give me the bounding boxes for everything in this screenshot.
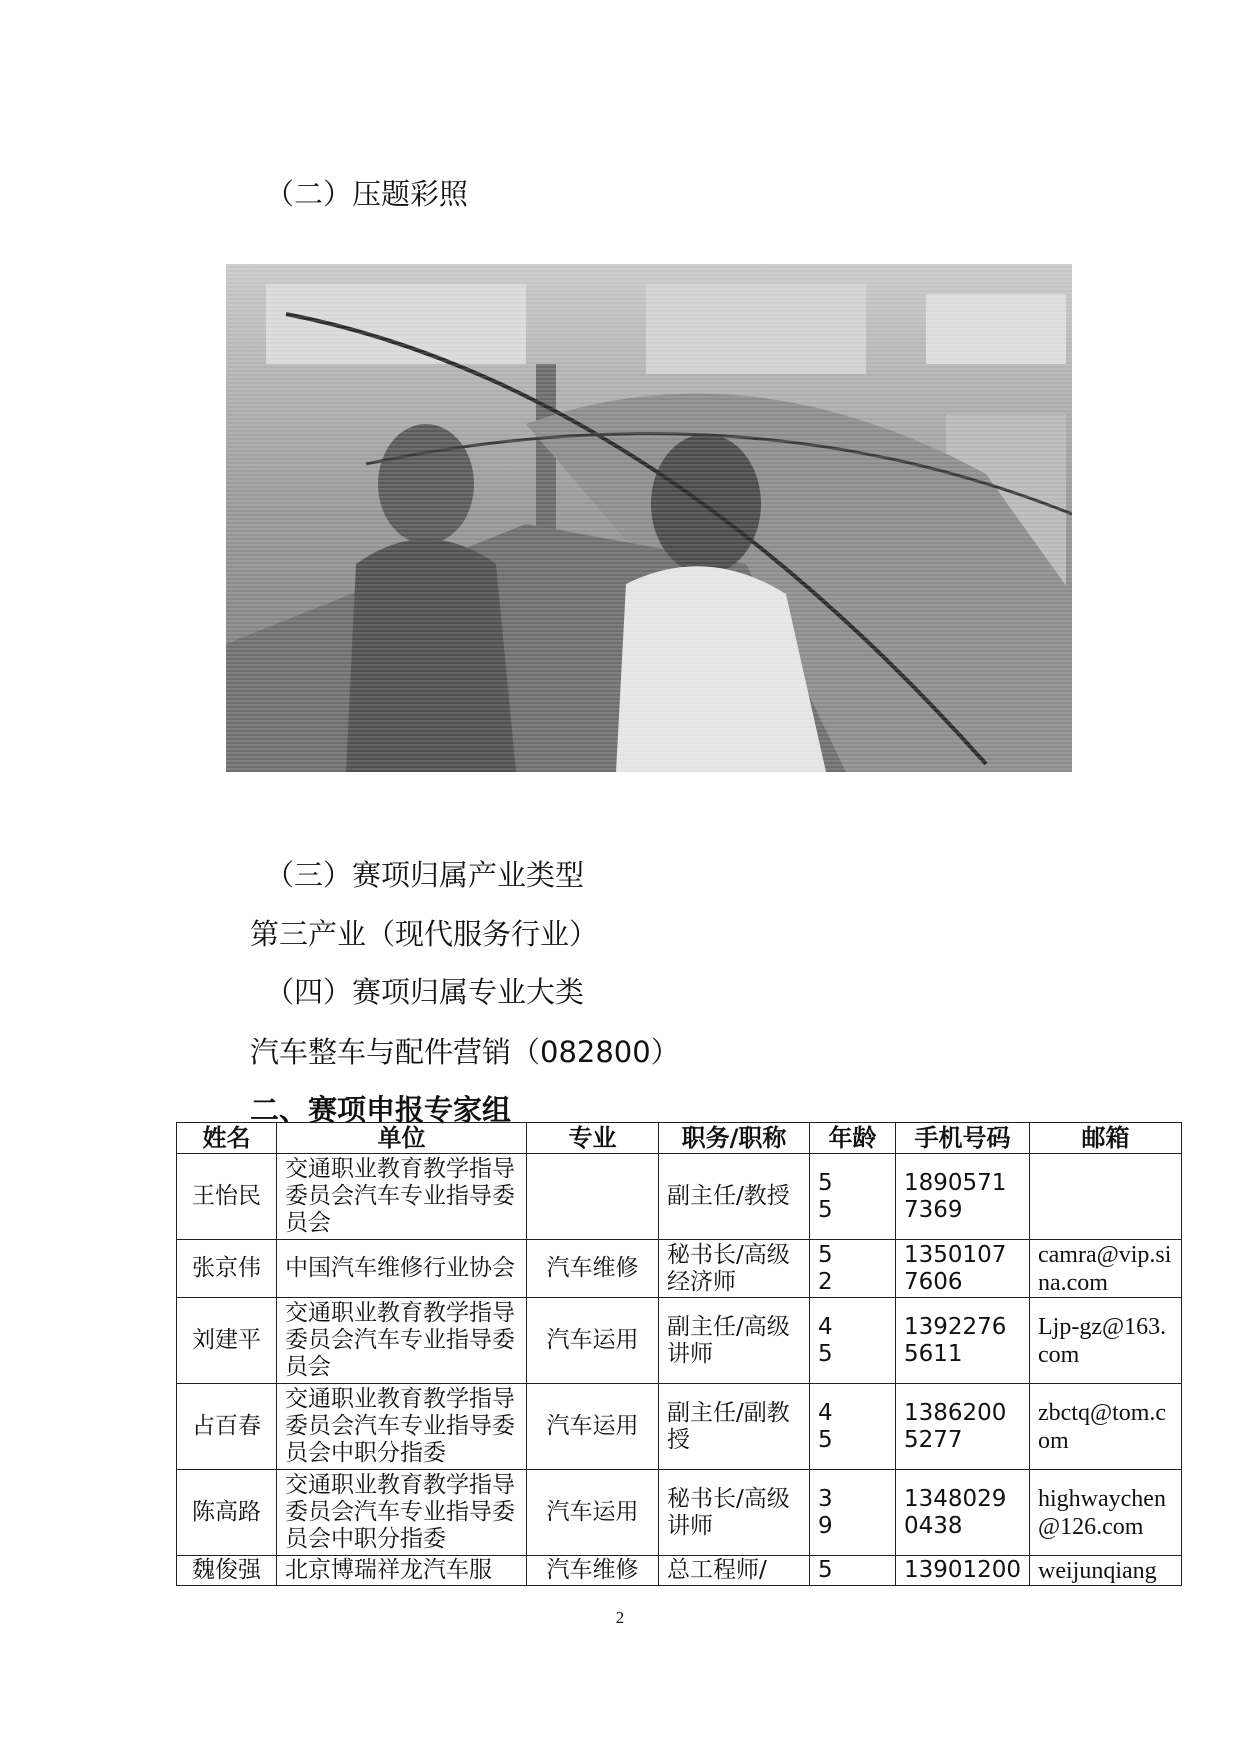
major-section-heading: （四）赛项归属专业大类 (265, 975, 585, 1009)
cell-name: 王怡民 (177, 1154, 277, 1240)
cell-major: 汽车运用 (527, 1298, 659, 1384)
cell-title: 总工程师/ (659, 1556, 810, 1586)
cell-title: 副主任/副教授 (659, 1384, 810, 1470)
table-row (177, 1298, 1182, 1384)
cell-email: camra@vip.sina.com (1030, 1240, 1182, 1298)
table-row (177, 1556, 1182, 1586)
cell-email: zbctq@tom.com (1030, 1384, 1182, 1470)
table-row (177, 1240, 1182, 1298)
cell-age: 5 (810, 1556, 896, 1586)
header-unit: 单位 (277, 1123, 527, 1154)
header-age: 年龄 (810, 1123, 896, 1154)
cell-title: 秘书长/高级经济师 (659, 1240, 810, 1298)
cell-title: 副主任/高级讲师 (659, 1298, 810, 1384)
cell-unit: 交通职业教育教学指导委员会汽车专业指导委员会中职分指委 (277, 1470, 527, 1556)
header-phone: 手机号码 (896, 1123, 1030, 1154)
cell-email: weijunqiang (1030, 1556, 1182, 1586)
table-row (177, 1470, 1182, 1556)
cell-age: 39 (810, 1470, 896, 1556)
table-row (177, 1384, 1182, 1470)
cell-name: 占百春 (177, 1384, 277, 1470)
cell-name: 刘建平 (177, 1298, 277, 1384)
cell-name: 陈高路 (177, 1470, 277, 1556)
header-title: 职务/职称 (659, 1123, 810, 1154)
cell-title: 秘书长/高级讲师 (659, 1470, 810, 1556)
cell-major: 汽车维修 (527, 1556, 659, 1586)
cell-name: 张京伟 (177, 1240, 277, 1298)
cell-phone: 13862005277 (896, 1384, 1030, 1470)
cell-unit: 交通职业教育教学指导委员会汽车专业指导委员会中职分指委 (277, 1384, 527, 1470)
table-header-row (177, 1123, 1182, 1154)
header-email: 邮箱 (1030, 1123, 1182, 1154)
cell-email: highwaychen@126.com (1030, 1470, 1182, 1556)
header-name: 姓名 (177, 1123, 277, 1154)
cell-phone: 13501077606 (896, 1240, 1030, 1298)
cell-age: 45 (810, 1384, 896, 1470)
industry-section-heading: （三）赛项归属产业类型 (265, 858, 585, 892)
cell-unit: 交通职业教育教学指导委员会汽车专业指导委员会 (277, 1154, 527, 1240)
cell-email: Ljp-gz@163.com (1030, 1298, 1182, 1384)
cell-major: 汽车维修 (527, 1240, 659, 1298)
cell-phone: 13922765611 (896, 1298, 1030, 1384)
cell-unit: 北京博瑞祥龙汽车服 (277, 1556, 527, 1586)
cover-photo (226, 264, 1072, 772)
cell-phone: 13480290438 (896, 1470, 1030, 1556)
cell-major: 汽车运用 (527, 1470, 659, 1556)
cell-major (527, 1154, 659, 1240)
cell-unit: 中国汽车维修行业协会 (277, 1240, 527, 1298)
cell-age: 55 (810, 1154, 896, 1240)
cell-age: 52 (810, 1240, 896, 1298)
header-major: 专业 (527, 1123, 659, 1154)
page-number: 2 (615, 1608, 625, 1627)
experts-table (176, 1122, 1182, 1586)
cell-phone: 13901200 (896, 1556, 1030, 1586)
photo-section-heading: （二）压题彩照 (265, 177, 469, 211)
table-row (177, 1154, 1182, 1240)
cell-phone: 18905717369 (896, 1154, 1030, 1240)
experts-section-heading: 二、赛项申报专家组 (250, 1093, 512, 1127)
cell-age: 45 (810, 1298, 896, 1384)
cell-name: 魏俊强 (177, 1556, 277, 1586)
cell-unit: 交通职业教育教学指导委员会汽车专业指导委员会 (277, 1298, 527, 1384)
industry-value: 第三产业（现代服务行业） (250, 917, 599, 951)
cell-major: 汽车运用 (527, 1384, 659, 1470)
cell-title: 副主任/教授 (659, 1154, 810, 1240)
major-value: 汽车整车与配件营销（082800） (250, 1035, 680, 1069)
cell-email (1030, 1154, 1182, 1240)
